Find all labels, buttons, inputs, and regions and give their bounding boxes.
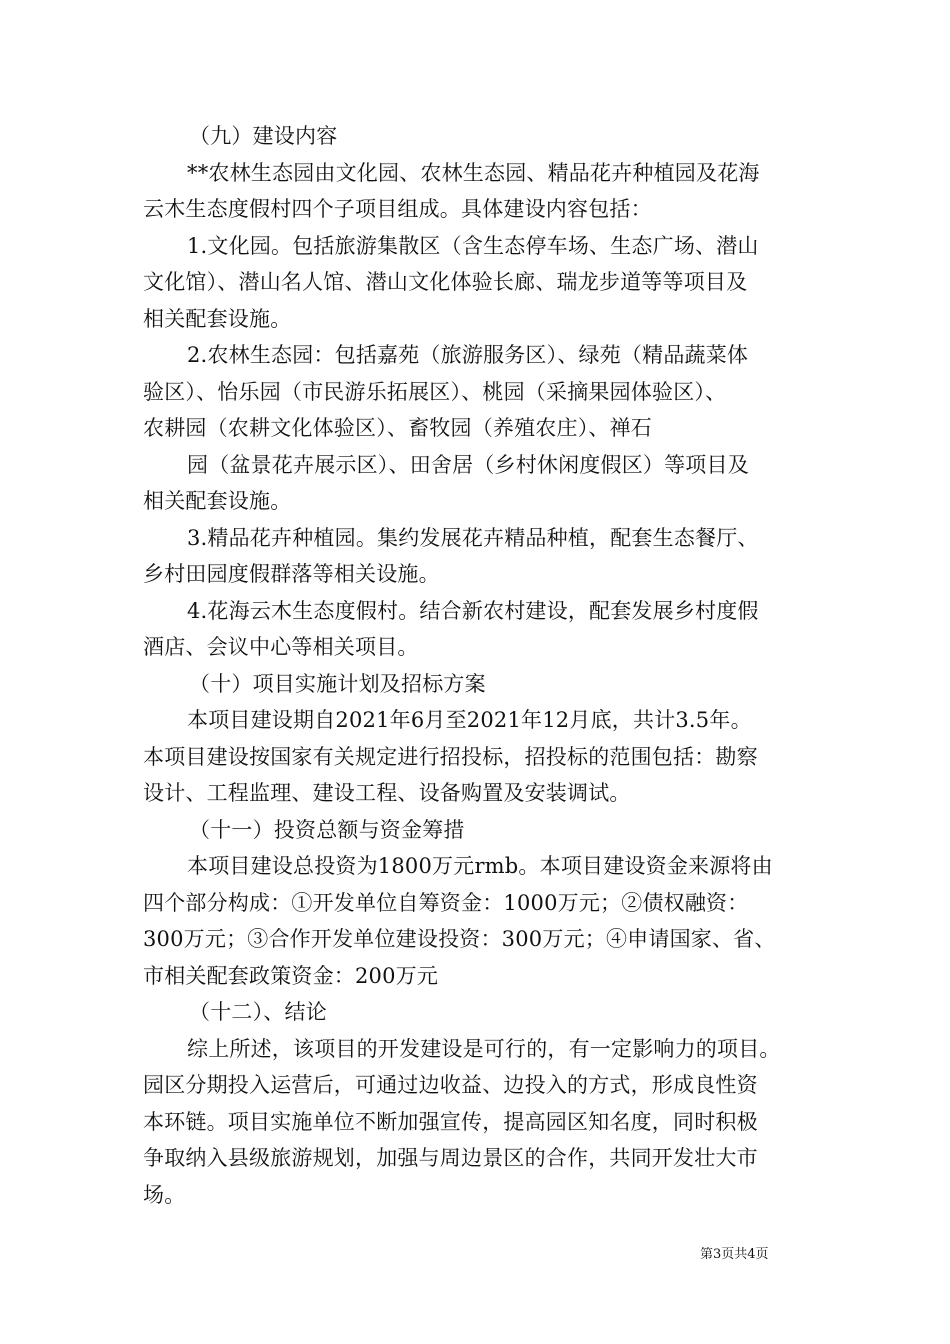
section-heading-11: （十一）投资总额与资金筹措	[189, 817, 465, 842]
list-item-line: 3.精品花卉种植园。集约发展花卉精品种植，配套生态餐厅、	[187, 525, 759, 550]
paragraph-line: 园区分期投入运营后，可通过边收益、边投入的方式，形成良性资	[143, 1073, 758, 1097]
paragraph-line: 本项目建设总投资为1800万元rmb。本项目建设资金来源将由	[187, 854, 773, 878]
paragraph-line: 本项目建设按国家有关规定进行招投标，招投标的范围包括：勘察	[143, 744, 758, 769]
section-heading-10: （十）项目实施计划及招标方案	[189, 671, 486, 696]
page-number-footer: 第3页共4页	[700, 1247, 769, 1262]
paragraph-line: 设计、工程监理、建设工程、设备购置及安装调试。	[143, 781, 631, 805]
paragraph-line: 验区）、怡乐园（市民游乐拓展区）、桃园（采摘果园体验区）、	[143, 379, 727, 404]
list-item-line: 2.农林生态园：包括嘉苑（旅游服务区）、绿苑（精品蔬菜体	[187, 343, 749, 367]
paragraph-line: 酒店、会议中心等相关项目。	[143, 635, 419, 659]
paragraph-line: 综上所述，该项目的开发建设是可行的，有一定影响力的项目。	[187, 1036, 781, 1061]
paragraph-line: 园（盆景花卉展示区）、田舍居（乡村休闲度假区）等项目及	[187, 452, 749, 477]
paragraph-line: 文化馆）、潜山名人馆、潜山文化体验长廊、瑞龙步道等等项目及	[143, 270, 748, 294]
document-body	[143, 118, 823, 1213]
paragraph-line: 乡村田园度假群落等相关设施。	[143, 562, 440, 586]
paragraph-line: 争取纳入县级旅游规划，加强与周边景区的合作，共同开发壮大市	[143, 1146, 758, 1170]
paragraph-line: 相关配套设施。	[143, 306, 292, 331]
list-item-line: 1.文化园。包括旅游集散区（含生态停车场、生态广场、潜山	[187, 233, 759, 258]
section-heading-12: （十二）、结论	[189, 1000, 327, 1024]
paragraph-line: 本环链。项目实施单位不断加强宣传，提高园区知名度，同时积极	[143, 1109, 758, 1134]
paragraph-line: 场。	[143, 1182, 186, 1207]
paragraph-line: 市相关配套政策资金：200万元	[143, 963, 439, 988]
paragraph-line: **农林生态园由文化园、农林生态园、精品花卉种植园及花海	[187, 160, 760, 185]
paragraph-line: 300万元；③合作开发单位建设投资：300万元；④申请国家、省、	[143, 927, 776, 951]
paragraph-line: 四个部分构成：①开发单位自筹资金：1000万元；②债权融资：	[143, 890, 749, 915]
paragraph-line: 云木生态度假村四个子项目组成。具体建设内容包括：	[143, 197, 652, 221]
paragraph-line: 农耕园（农耕文化体验区）、畜牧园（养殖农庄）、禅石	[143, 416, 652, 440]
list-item-line: 4.花海云木生态度假村。结合新农村建设，配套发展乡村度假	[187, 598, 759, 623]
section-heading-9: （九）建设内容	[189, 124, 338, 148]
paragraph-line: 相关配套设施。	[143, 489, 292, 513]
paragraph-line: 本项目建设期自2021年6月至2021年12月底，共计3.5年。	[187, 708, 752, 732]
